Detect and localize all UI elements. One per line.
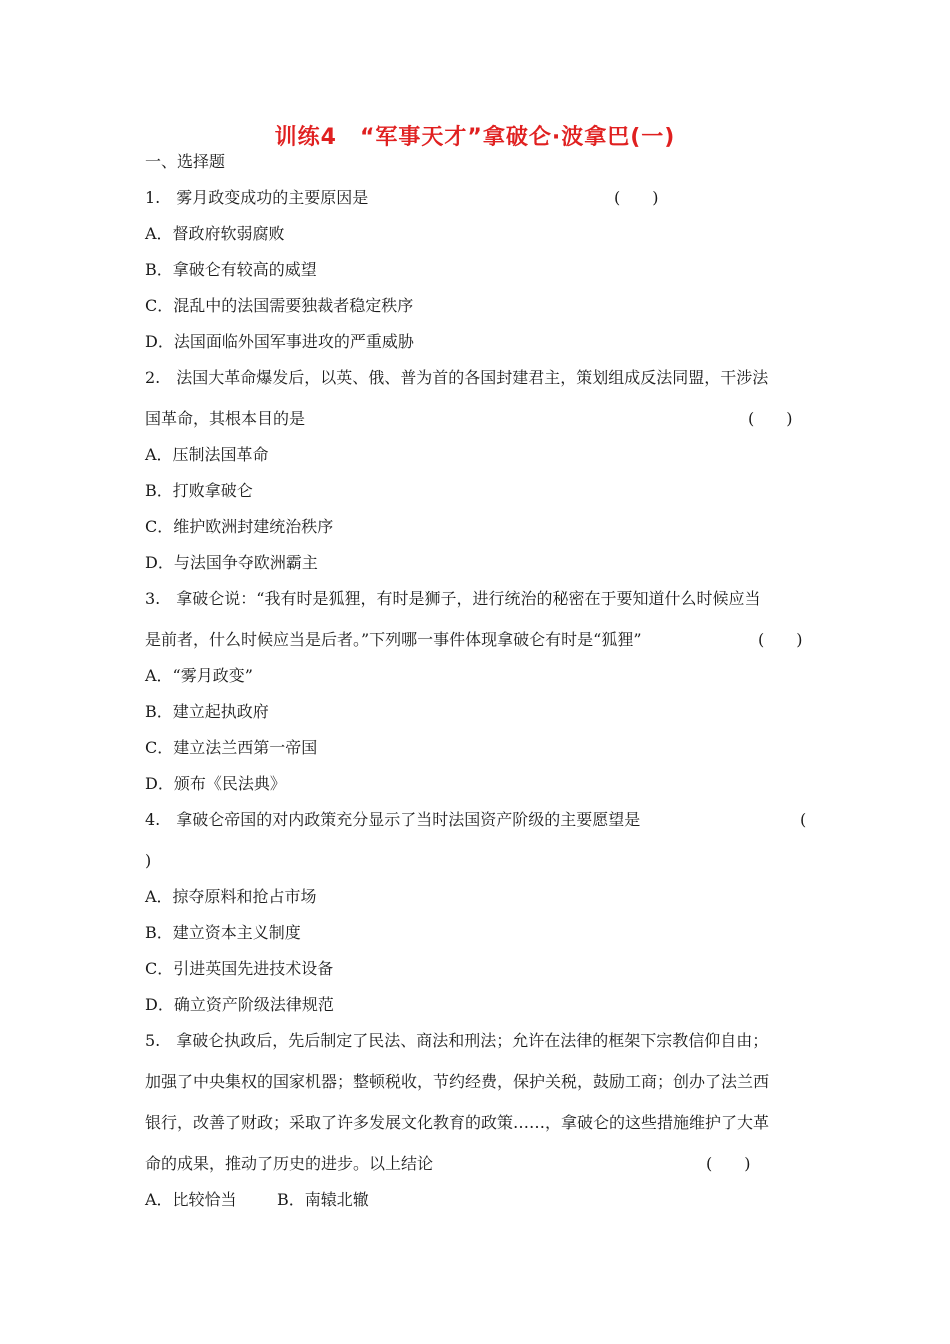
question-2-option-d: D．与法国争夺欧洲霸主 bbox=[145, 553, 318, 572]
question-1-option-a: A．督政府软弱腐败 bbox=[145, 224, 285, 243]
question-1-option-d: D．法国面临外国军事进攻的严重威胁 bbox=[145, 332, 414, 351]
question-4-option-d: D．确立资产阶级法律规范 bbox=[145, 995, 334, 1014]
question-5-option-a: A．比较恰当 bbox=[145, 1190, 237, 1209]
question-4-option-a: A．掠夺原料和抢占市场 bbox=[145, 887, 317, 906]
section-heading: 一、选择题 bbox=[145, 152, 226, 171]
question-3-answer-blank: ( ) bbox=[758, 630, 803, 649]
question-3-option-b: B．建立起执政府 bbox=[145, 702, 269, 721]
question-4-option-c: C．引进英国先进技术设备 bbox=[145, 959, 334, 978]
question-1-stem: 1. 雾月政变成功的主要原因是 bbox=[145, 188, 369, 207]
question-3-option-a: A．“雾月政变” bbox=[145, 666, 253, 685]
question-5-stem-line-3: 银行，改善了财政；采取了许多发展文化教育的政策……，拿破仑的这些措施维护了大革 bbox=[145, 1113, 770, 1132]
question-1-option-b: B．拿破仑有较高的威望 bbox=[145, 260, 317, 279]
question-4-option-b: B．建立资本主义制度 bbox=[145, 923, 301, 942]
question-1-answer-blank: ( ) bbox=[614, 188, 659, 207]
question-2-answer-blank: ( ) bbox=[748, 409, 793, 428]
question-4-answer-blank-open: ( bbox=[800, 810, 807, 829]
question-2-stem-line-2: 国革命，其根本目的是 bbox=[145, 409, 306, 428]
question-3-stem-line-2: 是前者，什么时候应当是后者。”下列哪一事件体现拿破仑有时是“狐狸” bbox=[145, 630, 642, 649]
question-1-option-c: C．混乱中的法国需要独裁者稳定秩序 bbox=[145, 296, 414, 315]
question-5-answer-blank: ( ) bbox=[706, 1154, 751, 1173]
question-3-option-c: C．建立法兰西第一帝国 bbox=[145, 738, 318, 757]
question-5-option-b: B．南辕北辙 bbox=[277, 1190, 369, 1209]
question-5-stem-line-1: 5. 拿破仑执政后，先后制定了民法、商法和刑法；允许在法律的框架下宗教信仰自由； bbox=[145, 1031, 769, 1050]
question-3-stem-line-1: 3. 拿破仑说：“我有时是狐狸，有时是狮子，进行统治的秘密在于要知道什么时候应当 bbox=[145, 589, 761, 608]
question-5-stem-line-4: 命的成果，推动了历史的进步。以上结论 bbox=[145, 1154, 434, 1173]
question-4-answer-blank-close: ) bbox=[145, 851, 152, 870]
question-2-option-a: A．压制法国革命 bbox=[145, 445, 269, 464]
question-2-option-c: C．维护欧洲封建统治秩序 bbox=[145, 517, 334, 536]
question-2-stem-line-1: 2. 法国大革命爆发后，以英、俄、普为首的各国封建君主，策划组成反法同盟，干涉法 bbox=[145, 368, 769, 387]
question-3-option-d: D．颁布《民法典》 bbox=[145, 774, 286, 793]
question-4-stem: 4. 拿破仑帝国的对内政策充分显示了当时法国资产阶级的主要愿望是 bbox=[145, 810, 641, 829]
question-2-option-b: B．打败拿破仑 bbox=[145, 481, 253, 500]
page-title: 训练4 “军事天才”拿破仑·波拿巴(一) bbox=[274, 125, 676, 150]
question-5-stem-line-2: 加强了中央集权的国家机器；整顿税收，节约经费，保护关税，鼓励工商；创办了法兰西 bbox=[145, 1072, 770, 1091]
